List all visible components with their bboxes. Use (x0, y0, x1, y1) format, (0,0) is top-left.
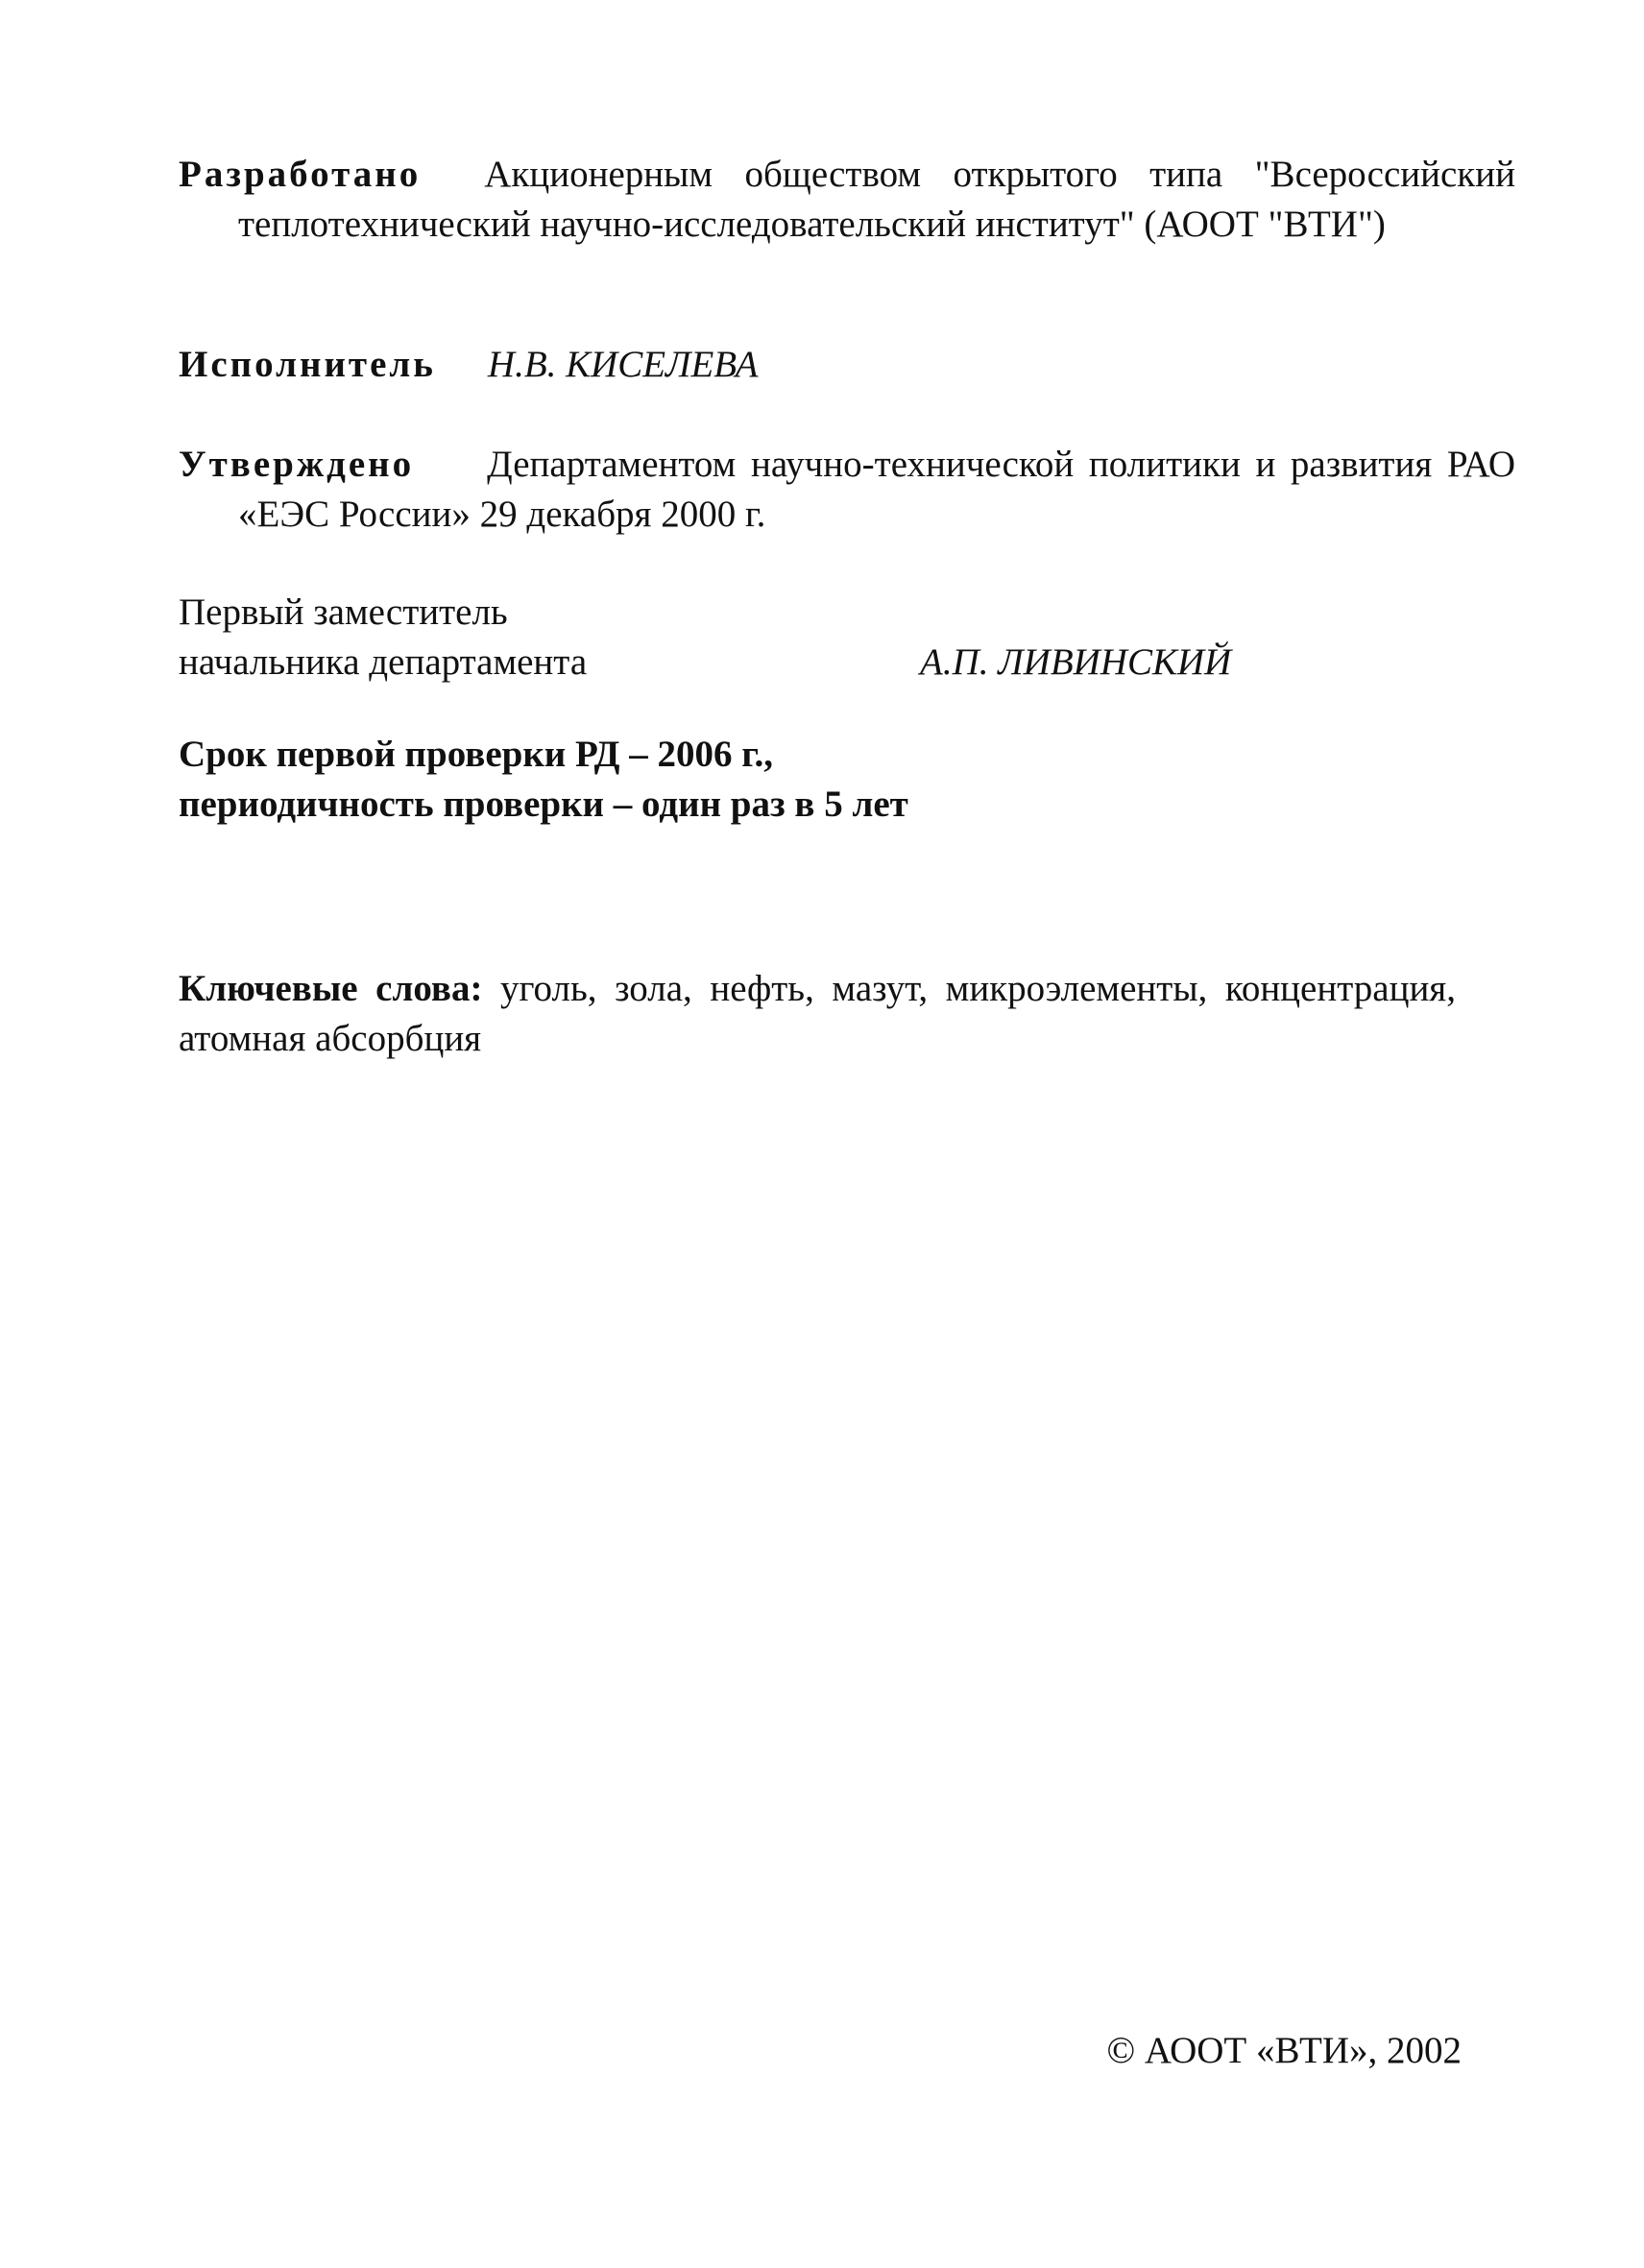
signature-block (179, 588, 1456, 688)
developer-text: Акционерным обществом открытого типа "Всероссийский теплотехнический научно-исследовательский институт" (АООТ "ВТИ") (238, 154, 1515, 245)
approved-text: Департаментом научно-технической политики и развития РАО «ЕЭС России» 29 декабря 2000 г. (238, 444, 1515, 535)
executor-name: Н.В. КИСЕЛЕВА (487, 344, 759, 385)
signature-line1-text: Первый заместитель (179, 591, 508, 633)
copyright: © АООТ «ВТИ», 2002 (1106, 2030, 1462, 2071)
developer-label: Разработано (179, 154, 422, 195)
keywords-label: Ключевые слова: (179, 968, 483, 1009)
approved-label: Утверждено (179, 444, 415, 485)
signature-name: А.П. ЛИВИНСКИЙ (920, 641, 1232, 683)
signature-position-line1 (179, 588, 1456, 638)
review-line2: периодичность проверки – один раз в 5 лет (179, 784, 908, 825)
keywords-block (179, 964, 1456, 1064)
executor-label: Исполнитель (179, 344, 436, 385)
review-block (179, 730, 1456, 830)
executor-block (179, 340, 1456, 390)
review-line1: Срок первой проверки РД – 2006 г., (179, 734, 774, 775)
signature-line2-text: начальника департамента (179, 641, 588, 683)
signature-position-line2 (179, 638, 1456, 688)
keywords-text: уголь, зола, нефть, мазут, микроэлементы, концентрация, атомная абсорбция (179, 968, 1456, 1059)
approved-block (179, 440, 1515, 540)
developer-block (179, 150, 1515, 250)
